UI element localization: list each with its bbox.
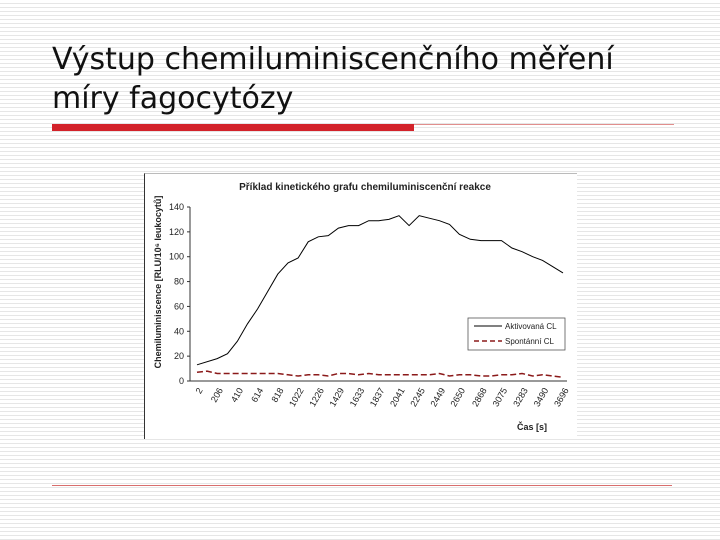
x-tick-label: 2245 xyxy=(408,386,427,409)
y-tick-label: 100 xyxy=(168,251,184,262)
series-line-spontaneous xyxy=(197,371,563,377)
x-tick-label: 3696 xyxy=(552,386,571,409)
y-tick-labels xyxy=(169,202,190,386)
y-axis-label: Chemiluminiscence [RLU/10⁶ leukocytů] xyxy=(153,195,163,369)
slide-title xyxy=(52,40,692,118)
x-tick-label: 2449 xyxy=(428,386,448,409)
x-tick-label: 1022 xyxy=(287,386,306,409)
x-tick-label: 2868 xyxy=(470,386,489,409)
y-tick-label: 40 xyxy=(173,326,184,337)
x-tick-label: 1633 xyxy=(347,386,367,409)
x-tick-label: 3490 xyxy=(531,386,551,409)
x-tick-label: 1429 xyxy=(327,386,347,409)
y-tick-label: 0 xyxy=(178,376,184,386)
y-tick-label: 60 xyxy=(173,301,184,312)
bottom-divider xyxy=(52,485,672,486)
x-tick-labels xyxy=(194,386,571,408)
x-tick-label: 614 xyxy=(249,386,266,405)
chart-frame xyxy=(144,173,577,439)
x-axis-label: Čas [s] xyxy=(516,422,548,432)
title-underline-thin xyxy=(414,124,674,125)
legend-label-activated: Aktivovaná CL xyxy=(505,322,557,331)
chemiluminescence-chart xyxy=(145,174,577,439)
x-tick-label: 3283 xyxy=(511,386,530,409)
legend xyxy=(468,318,565,350)
x-tick-label: 206 xyxy=(208,386,225,405)
x-tick-label: 410 xyxy=(228,386,246,405)
y-tick-label: 80 xyxy=(173,276,184,287)
x-tick-label: 2041 xyxy=(388,386,407,409)
y-tick-label: 120 xyxy=(168,226,184,237)
title-underline-accent xyxy=(52,124,414,131)
x-tick-label: 3075 xyxy=(490,386,510,409)
slide-title-line-2: míry fagocytózy xyxy=(52,81,294,116)
x-tick-label: 2650 xyxy=(448,386,468,409)
chart-title: Příklad kinetického grafu chemiluminiscenční reakce xyxy=(239,182,491,193)
y-tick-label: 20 xyxy=(173,351,184,362)
series-layer xyxy=(197,216,563,378)
slide-title-line-1: Výstup chemiluminiscenčního měření xyxy=(52,42,614,77)
x-tick-label: 818 xyxy=(269,386,286,405)
legend-label-spontaneous: Spontánní CL xyxy=(505,337,554,346)
x-tick-label: 2 xyxy=(193,386,205,396)
y-tick-label: 140 xyxy=(168,202,184,212)
x-tick-label: 1837 xyxy=(367,386,387,409)
x-tick-label: 1226 xyxy=(307,386,327,409)
